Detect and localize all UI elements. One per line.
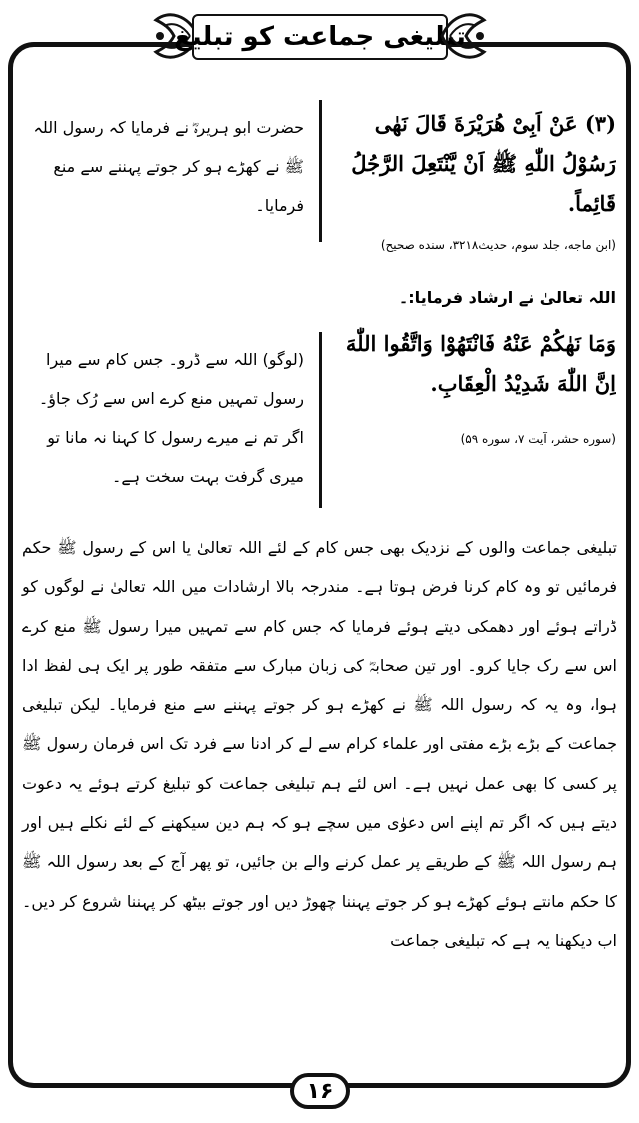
page-number: ۱۶ <box>306 1078 334 1104</box>
quran-intro: اللہ تعالیٰ نے ارشاد فرمایا:۔ <box>398 288 616 307</box>
hadith-arabic: (۳) عَنْ اَبِیْ هُرَیْرَةَ قَالَ نَهٰی رَسُوْلُ اللّٰهِ ﷺ اَنْ یَّنْتَعِلَ الرَّجُلُ قَائِماً. <box>351 111 616 216</box>
page-title: تبلیغی جماعت کو تبلیغ <box>174 22 466 52</box>
ornament-right-icon <box>440 6 490 66</box>
quran-reference: (سوره حشر، آیت ۷، سوره ۵۹) <box>460 432 616 446</box>
hadith-translation: حضرت ابو ہریرہؓ نے فرمایا کہ رسول اللہ ﷺ نے کھڑے ہو کر جوتے پہننے سے منع فرمایا۔ <box>33 118 304 215</box>
hadith-arabic-cell <box>332 104 616 232</box>
page-number-badge <box>290 1073 350 1109</box>
body-paragraph: تبلیغی جماعت والوں کے نزدیک بھی جس کام کے لئے اللہ تعالیٰ یا اس کے رسول ﷺ حکم فرمائیں تو وہ کام کرنا فرض ہوتا ہے۔ مندرجہ بالا ارشادات میں اللہ تعالیٰ نے لوگوں کو ڈراتے ہوئے اور دھمکی دیتے ہوئے فرمایا کہ جس کام سے تمہیں میرا رسول ﷺ منع کرے اس سے رک جایا کرو۔ اور تین صحابہؓ کی زبان مبارک سے متفقہ طور پر ایک ہی لفظ ادا ہوا، وہ یہ کہ رسول اللہ ﷺ نے کھڑے ہو کر جوتے پہننے سے منع فرمایا۔ لیکن تبلیغی جماعت کے بڑے بڑے مفتی اور علماء کرام سے لے کر ادنا سے فرد تک اس فرمان رسول ﷺ پر کسی کا بھی عمل نہیں ہے۔ اس لئے ہم تبلیغی جماعت کو تبلیغ کرتے ہوئے یہ دعوت دیتے ہیں کہ اگر تم اپنے اس دعوٰی میں سچے ہو کہ ہم دین سیکھنے کے لئے نکلے ہیں اور ہم رسول اللہ ﷺ کے طریقے پر عمل کرنے والے بن جائیں، تو پھر آج کے بعد رسول اللہ ﷺ کا حکم مانتے ہوئے کھڑے ہو کر جوتے پہننا چھوڑ دیں اور جوتے بیٹھ کر پہننا شروع کر دیں۔ اب دیکھنا یہ ہے کہ تبلیغی جماعت <box>22 538 617 950</box>
quran-divider <box>319 332 322 508</box>
quran-translation: (لوگو) اللہ سے ڈرو۔ جس کام سے میرا رسول تمہیں منع کرے اس سے رُک جاؤ۔ اگر تم نے میرے رسول کا کہنا نہ مانا تو میری گرفت بہت سخت ہے۔ <box>38 350 304 486</box>
quran-arabic-cell <box>332 324 616 420</box>
quran-arabic: وَمَا نَهٰکُمْ عَنْهُ فَانْتَهُوْا وَاتَّقُوا اللّٰهَ اِنَّ اللّٰهَ شَدِیْدُ الْعِقَابِ. <box>345 331 616 396</box>
hadith-divider <box>319 100 322 242</box>
hadith-reference: (ابن ماجه، جلد سوم، حدیث۳۲۱۸، سنده صحیح) <box>380 238 616 252</box>
title-banner <box>150 4 490 68</box>
page-title-box <box>174 14 466 60</box>
hadith-reference-cell <box>332 238 616 260</box>
quran-reference-cell <box>332 432 616 454</box>
